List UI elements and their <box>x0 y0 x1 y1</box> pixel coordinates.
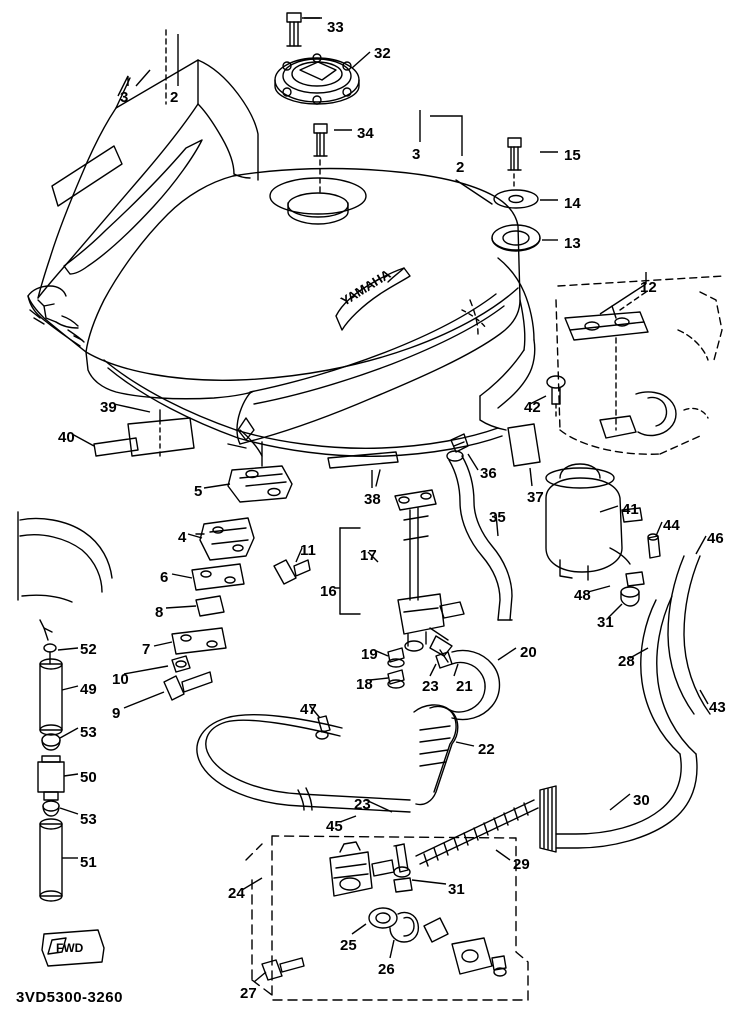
callout-24: 24 <box>228 885 245 902</box>
callout-42: 42 <box>524 399 541 416</box>
callout-50: 50 <box>80 769 97 786</box>
fwd-direction-label: FWD <box>56 941 84 955</box>
callout-23-lower: 23 <box>354 796 371 813</box>
callout-38: 38 <box>364 491 381 508</box>
callout-17: 17 <box>360 547 377 564</box>
callout-12: 12 <box>640 279 657 296</box>
callout-6: 6 <box>160 569 169 586</box>
callout-35: 35 <box>489 509 506 526</box>
callout-20: 20 <box>520 644 537 661</box>
callout-22: 22 <box>478 741 495 758</box>
callout-13: 13 <box>564 235 581 252</box>
callout-31-lower: 31 <box>448 881 465 898</box>
callout-23-upper: 23 <box>422 678 439 695</box>
callout-39: 39 <box>100 399 117 416</box>
callout-11: 11 <box>300 542 316 559</box>
callout-44: 44 <box>663 517 680 534</box>
callout-18: 18 <box>356 676 373 693</box>
callout-10: 10 <box>112 671 129 688</box>
callout-16: 16 <box>320 583 337 600</box>
callout-4: 4 <box>178 529 187 546</box>
callout-36: 36 <box>480 465 497 482</box>
tank-brand-label: YAMAHA <box>338 266 394 309</box>
callout-28: 28 <box>618 653 635 670</box>
callout-53-upper: 53 <box>80 724 97 741</box>
callout-37: 37 <box>527 489 544 506</box>
callout-40: 40 <box>58 429 75 446</box>
callout-29: 29 <box>513 856 530 873</box>
callout-27: 27 <box>240 985 257 1002</box>
callout-51: 51 <box>80 854 97 871</box>
callout-30: 30 <box>633 792 650 809</box>
callout-7: 7 <box>142 641 151 658</box>
callout-32: 32 <box>374 45 391 62</box>
callout-43: 43 <box>709 699 726 716</box>
callout-3-right: 3 <box>412 146 421 163</box>
callout-9: 9 <box>112 705 121 722</box>
callout-15: 15 <box>564 147 581 164</box>
callout-3-left: 3 <box>120 89 129 106</box>
callout-41: 41 <box>622 501 639 518</box>
callout-5: 5 <box>194 483 203 500</box>
callout-31-upper: 31 <box>597 614 614 631</box>
callout-46: 46 <box>707 530 724 547</box>
callout-8: 8 <box>155 604 164 621</box>
callout-2-right: 2 <box>456 159 465 176</box>
callout-49: 49 <box>80 681 97 698</box>
callout-34: 34 <box>357 125 374 142</box>
callout-53-lower: 53 <box>80 811 97 828</box>
callout-14: 14 <box>564 195 581 212</box>
callout-52: 52 <box>80 641 97 658</box>
callout-47: 47 <box>300 701 317 718</box>
callout-25: 25 <box>340 937 357 954</box>
part-code-label: 3VD5300-3260 <box>16 989 123 1006</box>
callout-21: 21 <box>456 678 473 695</box>
callout-45: 45 <box>326 818 343 835</box>
callout-26: 26 <box>378 961 395 978</box>
callout-48: 48 <box>574 587 591 604</box>
callout-19: 19 <box>361 646 378 663</box>
callout-33: 33 <box>327 19 344 36</box>
callout-2-left: 2 <box>170 89 179 106</box>
